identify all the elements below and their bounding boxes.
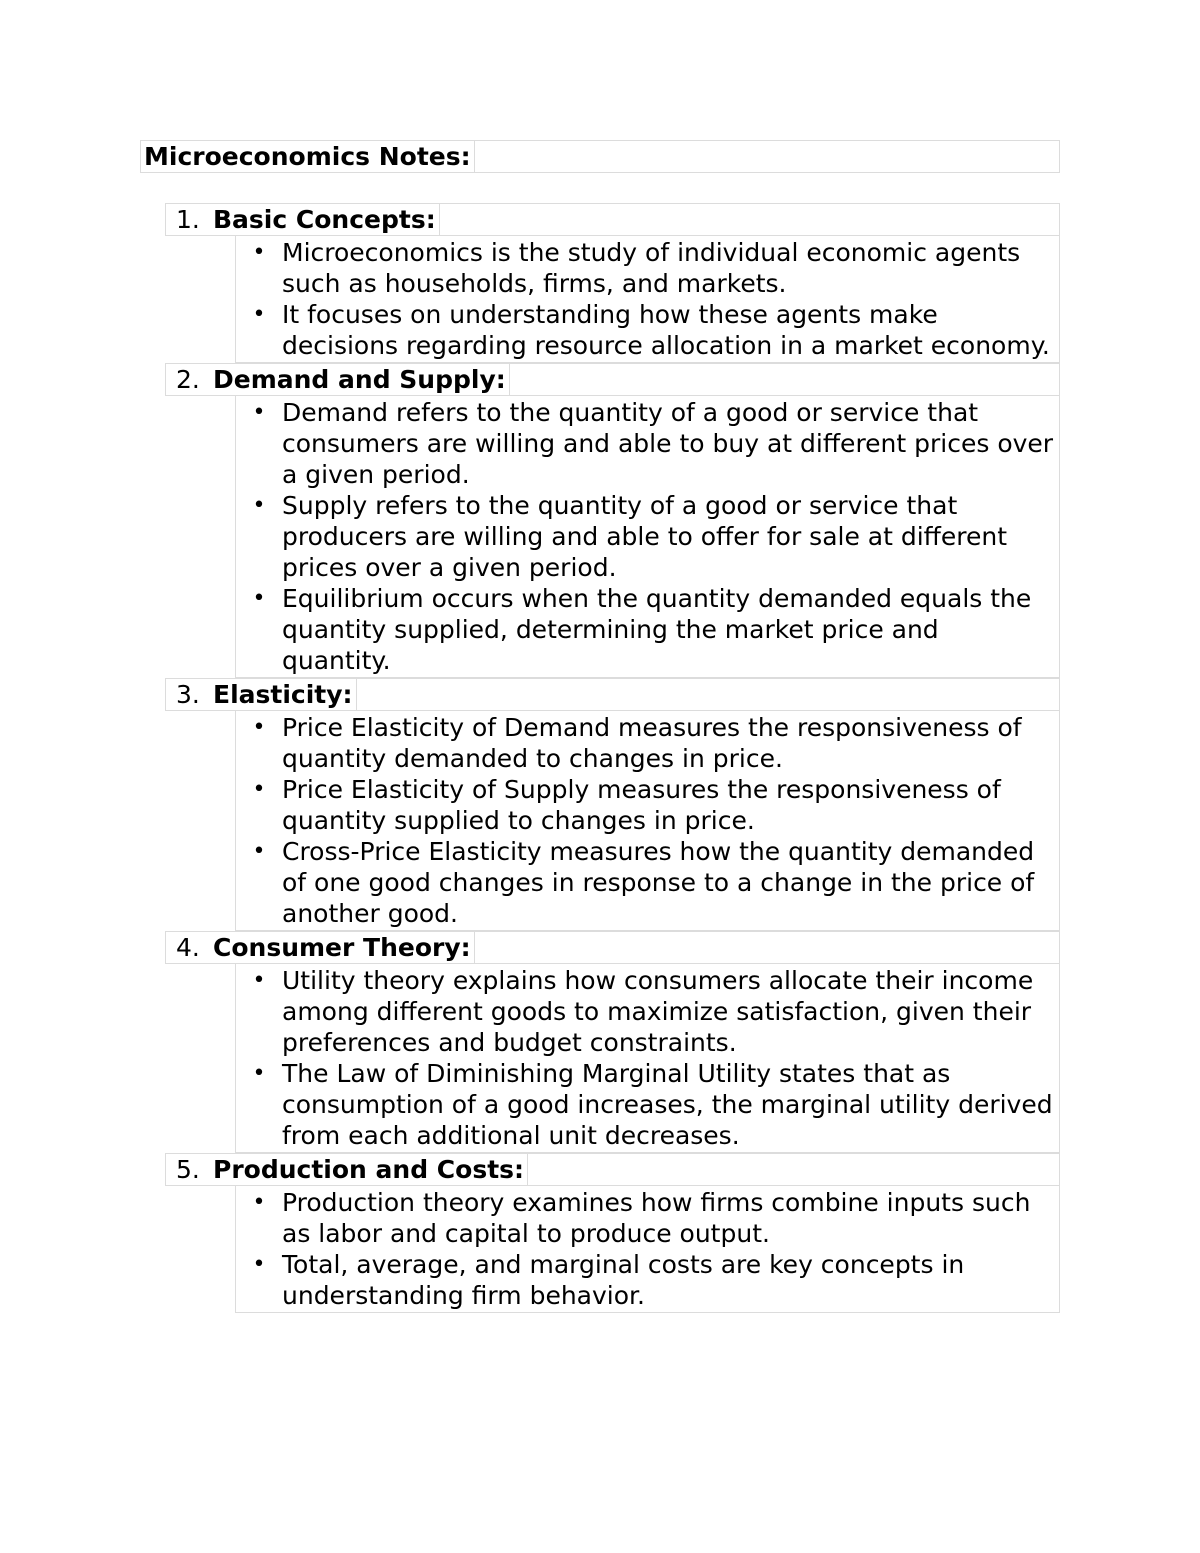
- section-consumer-theory: [165, 931, 1060, 1153]
- section-heading-row: [165, 1153, 1060, 1186]
- section-production-and-costs: [165, 1153, 1060, 1313]
- bullet-icon: •: [252, 1061, 266, 1086]
- bullet-text: Production theory examines how firms combine inputs such as labor and capital to produce output.: [282, 1188, 1031, 1248]
- bullet-icon: •: [252, 1190, 266, 1215]
- bullet-icon: •: [252, 400, 266, 425]
- bullet-text: Utility theory explains how consumers allocate their income among different goods to maximize satisfaction, given their preferences and budget constraints.: [282, 966, 1034, 1057]
- section-heading: Elasticity:: [213, 679, 357, 710]
- bullet-text: Supply refers to the quantity of a good or service that producers are willing and able to offer for sale at different prices over a given period.: [282, 491, 1008, 582]
- section-heading-row: [165, 931, 1060, 964]
- section-elasticity: [165, 678, 1060, 931]
- section-basic-concepts: [165, 203, 1060, 363]
- sections-list: [165, 203, 1060, 1313]
- list-item: [236, 299, 1059, 361]
- section-number: 2.: [176, 365, 200, 394]
- section-heading: Production and Costs:: [213, 1154, 528, 1185]
- bullet-text: Price Elasticity of Supply measures the responsiveness of quantity supplied to changes in price.: [282, 775, 1001, 835]
- list-item: [236, 965, 1059, 1058]
- bullet-icon: •: [252, 1252, 266, 1277]
- section-number: 3.: [176, 680, 200, 709]
- bullet-icon: •: [252, 839, 266, 864]
- bullet-text: Demand refers to the quantity of a good or service that consumers are willing and able to buy at different prices over a given period.: [282, 398, 1054, 489]
- list-item: [236, 490, 1059, 583]
- bullet-list: [235, 396, 1060, 678]
- list-item: [236, 583, 1059, 676]
- list-item: [236, 397, 1059, 490]
- bullet-list: [235, 964, 1060, 1153]
- page-title: Microeconomics Notes:: [141, 141, 475, 172]
- list-item: [236, 1187, 1059, 1249]
- section-heading-filler: [357, 679, 1059, 710]
- bullet-icon: •: [252, 302, 266, 327]
- section-number: 1.: [176, 205, 200, 234]
- notes-page: [140, 140, 1060, 1313]
- bullet-icon: •: [252, 586, 266, 611]
- section-heading-row: [165, 363, 1060, 396]
- bullet-list: [235, 711, 1060, 931]
- bullet-icon: •: [252, 968, 266, 993]
- bullet-text: Total, average, and marginal costs are key concepts in understanding firm behavior.: [282, 1250, 965, 1310]
- section-heading-filler: [528, 1154, 1059, 1185]
- section-number: 4.: [176, 933, 200, 962]
- section-heading-filler: [475, 932, 1059, 963]
- bullet-text: Cross-Price Elasticity measures how the quantity demanded of one good changes in response to a change in the price of another good.: [282, 837, 1035, 928]
- section-heading: Demand and Supply:: [213, 364, 510, 395]
- section-heading-row: [165, 678, 1060, 711]
- bullet-text: Price Elasticity of Demand measures the responsiveness of quantity demanded to changes in price.: [282, 713, 1022, 773]
- bullet-text: Equilibrium occurs when the quantity demanded equals the quantity supplied, determining the market price and quantity.: [282, 584, 1032, 675]
- section-heading: Basic Concepts:: [213, 204, 440, 235]
- title-row: [140, 140, 1060, 173]
- section-heading-row: [165, 203, 1060, 236]
- title-row-filler: [475, 141, 1059, 172]
- bullet-list: [235, 236, 1060, 363]
- section-demand-and-supply: [165, 363, 1060, 678]
- section-heading-filler: [440, 204, 1059, 235]
- bullet-icon: •: [252, 240, 266, 265]
- section-number: 5.: [176, 1155, 200, 1184]
- bullet-text: Microeconomics is the study of individual economic agents such as households, firms, and markets.: [282, 238, 1021, 298]
- list-item: [236, 237, 1059, 299]
- list-item: [236, 712, 1059, 774]
- bullet-icon: •: [252, 493, 266, 518]
- section-heading-filler: [510, 364, 1059, 395]
- bullet-text: It focuses on understanding how these agents make decisions regarding resource allocation in a market economy.: [282, 300, 1050, 360]
- list-item: [236, 774, 1059, 836]
- bullet-text: The Law of Diminishing Marginal Utility states that as consumption of a good increases, the marginal utility derived from each additional unit decreases.: [282, 1059, 1053, 1150]
- bullet-icon: •: [252, 715, 266, 740]
- list-item: [236, 1058, 1059, 1151]
- list-item: [236, 836, 1059, 929]
- list-item: [236, 1249, 1059, 1311]
- section-heading: Consumer Theory:: [213, 932, 475, 963]
- bullet-list: [235, 1186, 1060, 1313]
- bullet-icon: •: [252, 777, 266, 802]
